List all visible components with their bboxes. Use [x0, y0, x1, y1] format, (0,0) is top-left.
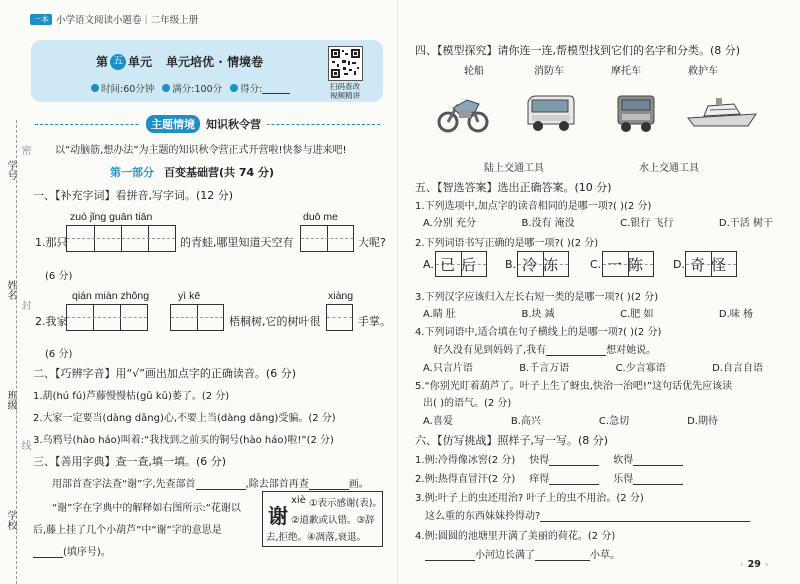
q5-heading: 五、【智选答案】选出正确答案。(10 分): [415, 181, 612, 194]
q6-4-blank-b[interactable]: [535, 550, 590, 561]
qr-caption-2: 视频精讲: [330, 91, 360, 100]
unit-got: 得分:: [240, 84, 263, 95]
q5-4-option-a[interactable]: A.只言片语: [423, 363, 473, 374]
q1-line2-end: 手掌。: [358, 315, 391, 328]
q4-name-motorcycle: 摩托车: [611, 66, 641, 77]
margin-label-xuehao: 学号: [5, 160, 16, 180]
q5-options-5: [423, 412, 718, 427]
binding-margin: [0, 120, 30, 584]
q3-line-4: (填序号)。: [33, 543, 111, 558]
chevron-left-icon: ‹: [740, 559, 744, 570]
q6-example-1: 1.例:冷得像冰窖(2 分) 快得 软得: [415, 451, 683, 466]
q5-3-option-b[interactable]: B.块 减: [521, 309, 555, 320]
q5-5-option-d[interactable]: D.期待: [687, 416, 718, 427]
q5-5-option-b[interactable]: B.高兴: [510, 416, 541, 427]
q6-2-blank-a[interactable]: [549, 474, 599, 485]
pinyin-qianmianzhong: qián miàn zhǒng: [72, 290, 150, 302]
q5-question-5a: 5.“你别光盯着葫芦了。叶子上生了蚜虫,快治一治吧!”这句话优先应该读: [415, 381, 733, 392]
unit-title: 单元培优 · 情境卷: [166, 55, 263, 69]
q1-heading: 一、【补充字词】看拼音,写字词。(12 分): [33, 189, 234, 202]
q4-name-firetruck: 消防车: [534, 66, 564, 77]
q5-question-2: 2.下列词语书写正确的是哪一项?( )(2 分): [415, 238, 599, 249]
q3-line-2: “谢”字在字典中的解释如右图所示:“花谢以: [52, 503, 241, 514]
pinyin-duome: duō me: [303, 211, 339, 223]
q6-3-prompt: 这么重的东西妹妹拎得动?: [425, 507, 750, 522]
unit-prefix: 第: [96, 55, 109, 69]
q6-heading: 六、【仿写挑战】照样子,写一写。(8 分): [415, 434, 609, 447]
q2-heading: 二、【巧辨字音】用“√”画出加点字的正确读音。(6 分): [33, 367, 296, 380]
q5-3-option-d[interactable]: D.味 杨: [718, 309, 753, 320]
q5-2-word-a: 已后: [439, 255, 482, 274]
q5-1-option-c[interactable]: C.银行 飞行: [620, 218, 674, 229]
q5-2-word-c: 一陈: [606, 255, 649, 274]
q6-4-prompt: 小河边长满了 小草。: [425, 546, 620, 561]
q5-3-option-c[interactable]: C.肥 如: [620, 309, 654, 320]
page-number: 29: [747, 559, 761, 570]
q5-4-option-b[interactable]: B.千言万语: [519, 363, 570, 374]
q6-example-3: 3.例:叶子上的虫还用治? 叶子上的虫不用治。(2 分): [415, 493, 644, 504]
qr-caption-1: 扫码查改: [330, 82, 360, 91]
dictionary-entry: [262, 491, 383, 547]
q5-5-option-c[interactable]: C.急切: [598, 416, 630, 427]
q6-example-2: 2.例:热得直冒汗(2 分) 痒得 乐得: [415, 470, 683, 485]
q5-1-option-b[interactable]: B.没有 淹没: [521, 218, 575, 229]
q5-options-3: [423, 305, 753, 320]
q6-3-blank[interactable]: [540, 511, 750, 522]
unit-time: 时间:60分钟: [101, 84, 155, 95]
q1-line1-end: 大呢?: [358, 236, 386, 249]
q3-line-3: 后,藤上挂了几个小葫芦”中“谢”字的意思是: [33, 525, 222, 536]
chevron-right-icon: ›: [764, 559, 769, 570]
margin-label-xingming: 姓名: [5, 280, 16, 300]
q6-1-blank-a[interactable]: [549, 455, 599, 466]
q2-item-1[interactable]: 1.葫(hú fú)芦藤慢慢枯(gū kū)萎了。(2 分): [33, 391, 230, 402]
theme-title: 知识秋令营: [206, 118, 261, 131]
q4-category-land[interactable]: 陆上交通工具: [484, 163, 544, 174]
q2-item-3[interactable]: 3.乌鸦号(hào háo)叫着:“我找到之前买的铜号(hào háo)啦!”(2 分): [33, 435, 334, 446]
q3-heading: 三、【善用字典】查一查,填一填。(6 分): [33, 455, 227, 468]
book-header: 一本 小学语文阅读小题卷 | 二年级上册: [30, 13, 198, 25]
q5-4-option-d[interactable]: D.自言自语: [712, 363, 763, 374]
q5-4-sentence: 好久没有见到妈妈了,我有 想对她说。: [433, 345, 657, 356]
q1-score-2: (6 分): [45, 349, 73, 360]
dict-char: 谢: [268, 504, 288, 528]
q1-line2-mid: 梧桐树,它的树叶很: [229, 315, 321, 328]
q2-item-2[interactable]: 2.大家一定要当(dàng dāng)心,不要上当(dàng dāng)受骗。(2 分): [33, 413, 336, 424]
unit-banner: [31, 40, 383, 102]
margin-label-xuexiao: 学校: [5, 510, 16, 530]
theme-tag: 主题情境: [146, 115, 200, 133]
dict-meaning-2: ②道歉或认错。③辞: [291, 515, 375, 526]
q5-1-option-a[interactable]: A.分别 充分: [423, 218, 477, 229]
q4-category-water[interactable]: 水上交通工具: [639, 163, 699, 174]
theme-intro: 以“动脑筋,想办法”为主题的知识秋令营正式开营啦!快参与进来吧!: [55, 145, 347, 156]
firetruck-model-image[interactable]: [612, 90, 660, 134]
grade-icon: [230, 84, 238, 92]
motorcycle-model-image[interactable]: [437, 90, 489, 134]
q4-name-ship: 轮船: [464, 66, 484, 77]
clock-icon: [91, 84, 99, 92]
unit-suffix: 单元: [128, 55, 153, 69]
q5-2-option-d-label[interactable]: D.: [673, 258, 685, 271]
q5-2-word-d: 奇怪: [689, 255, 732, 274]
q5-2-option-c-label[interactable]: C.: [590, 258, 602, 271]
q1-line1-pre: 1.那只: [35, 236, 68, 249]
unit-score: 满分:100分: [172, 84, 223, 95]
q1-line1-mid: 的青蛙,哪里知道天空有: [180, 236, 294, 249]
q5-question-5b: 出( )的语气。(2 分): [423, 398, 512, 409]
pinyin-yike: yì kē: [178, 290, 201, 302]
q5-3-option-a[interactable]: A.睛 肚: [423, 309, 457, 320]
unit-title-row: [96, 53, 263, 70]
q3-line-1: 用部首查字法查“谢”字,先查部首 ,除去部首再查 画。: [52, 479, 369, 490]
part1-title: 百变基础营(共 74 分): [164, 166, 275, 179]
q5-1-option-d[interactable]: D.干活 树干: [718, 218, 773, 229]
ambulance-model-image[interactable]: [524, 90, 578, 134]
answer-grid-2a[interactable]: [66, 304, 148, 331]
ship-model-image[interactable]: [686, 92, 762, 132]
dict-pinyin: xiè: [291, 495, 306, 506]
part1-heading: [110, 164, 274, 180]
unit-meta: [91, 81, 290, 95]
margin-label-mi: 密: [19, 145, 30, 155]
pinyin-zuojingguantian: zuò jǐng guān tiān: [70, 211, 153, 223]
q6-example-4: 4.例:圆圆的池塘里开满了美丽的荷花。(2 分): [415, 531, 616, 542]
unit-number: 五: [110, 54, 126, 70]
q5-5-option-a[interactable]: A.喜爱: [423, 416, 453, 427]
q3-blank-strokes[interactable]: [309, 479, 349, 490]
q5-4-option-c[interactable]: C.少言寡语: [615, 363, 666, 374]
q5-4-blank[interactable]: [546, 345, 606, 356]
score-icon: [162, 84, 170, 92]
theme-banner: [140, 115, 267, 133]
q6-4-blank-a[interactable]: [425, 550, 475, 561]
q6-1-blank-b[interactable]: [633, 455, 683, 466]
q5-options-4: [423, 359, 763, 374]
q5-question-4: 4.下列词语中,适合填在句子横线上的是哪一项?( )(2 分): [415, 327, 662, 338]
q5-2-word-b: 冷冻: [521, 255, 564, 274]
pinyin-xiang: xiàng: [328, 290, 354, 302]
page-spine: [397, 0, 398, 584]
q5-question-1: 1.下列选项中,加点字的读音相同的是哪一项?( )(2 分): [415, 201, 652, 212]
answer-grid-2b[interactable]: [170, 304, 224, 331]
q6-2-blank-b[interactable]: [633, 474, 683, 485]
dict-meaning-1: ①表示感谢(表)。: [309, 498, 382, 509]
q1-score-1: (6 分): [45, 271, 73, 282]
page-number-box: [740, 559, 768, 570]
q4-heading: 四、【模型探究】请你连一连,帮模型找到它们的名字和分类。(8 分): [415, 44, 741, 57]
answer-grid-2c[interactable]: [326, 304, 353, 331]
q5-2-option-b-label[interactable]: B.: [505, 258, 517, 271]
part1-label: 第一部分: [110, 166, 154, 179]
qr-pattern: [329, 47, 362, 80]
q5-options-1: [423, 214, 773, 229]
q3-blank-radical[interactable]: [196, 479, 246, 490]
margin-label-feng: 封: [19, 300, 30, 310]
answer-grid-1b[interactable]: [300, 225, 354, 252]
book-badge: 一本: [30, 14, 52, 25]
book-grade: 二年级上册: [150, 15, 199, 26]
q3-blank-meaning[interactable]: [33, 547, 63, 558]
answer-grid-1a[interactable]: [66, 225, 176, 252]
dict-meaning-3: 去,拒绝。④凋落,衰退。: [266, 532, 367, 543]
q5-2-option-a-label[interactable]: A.: [423, 258, 434, 271]
q1-line2-pre: 2.我家: [35, 315, 68, 328]
q4-name-ambulance: 救护车: [688, 66, 718, 77]
qr-code[interactable]: [328, 46, 363, 81]
q5-question-3: 3.下列汉字应该归入左长右短一类的是哪一项?( )(2 分): [415, 292, 659, 303]
margin-label-banji: 班级: [5, 390, 16, 410]
book-series: 小学语文阅读小题卷: [56, 15, 142, 26]
margin-label-xian: 线: [19, 440, 30, 450]
